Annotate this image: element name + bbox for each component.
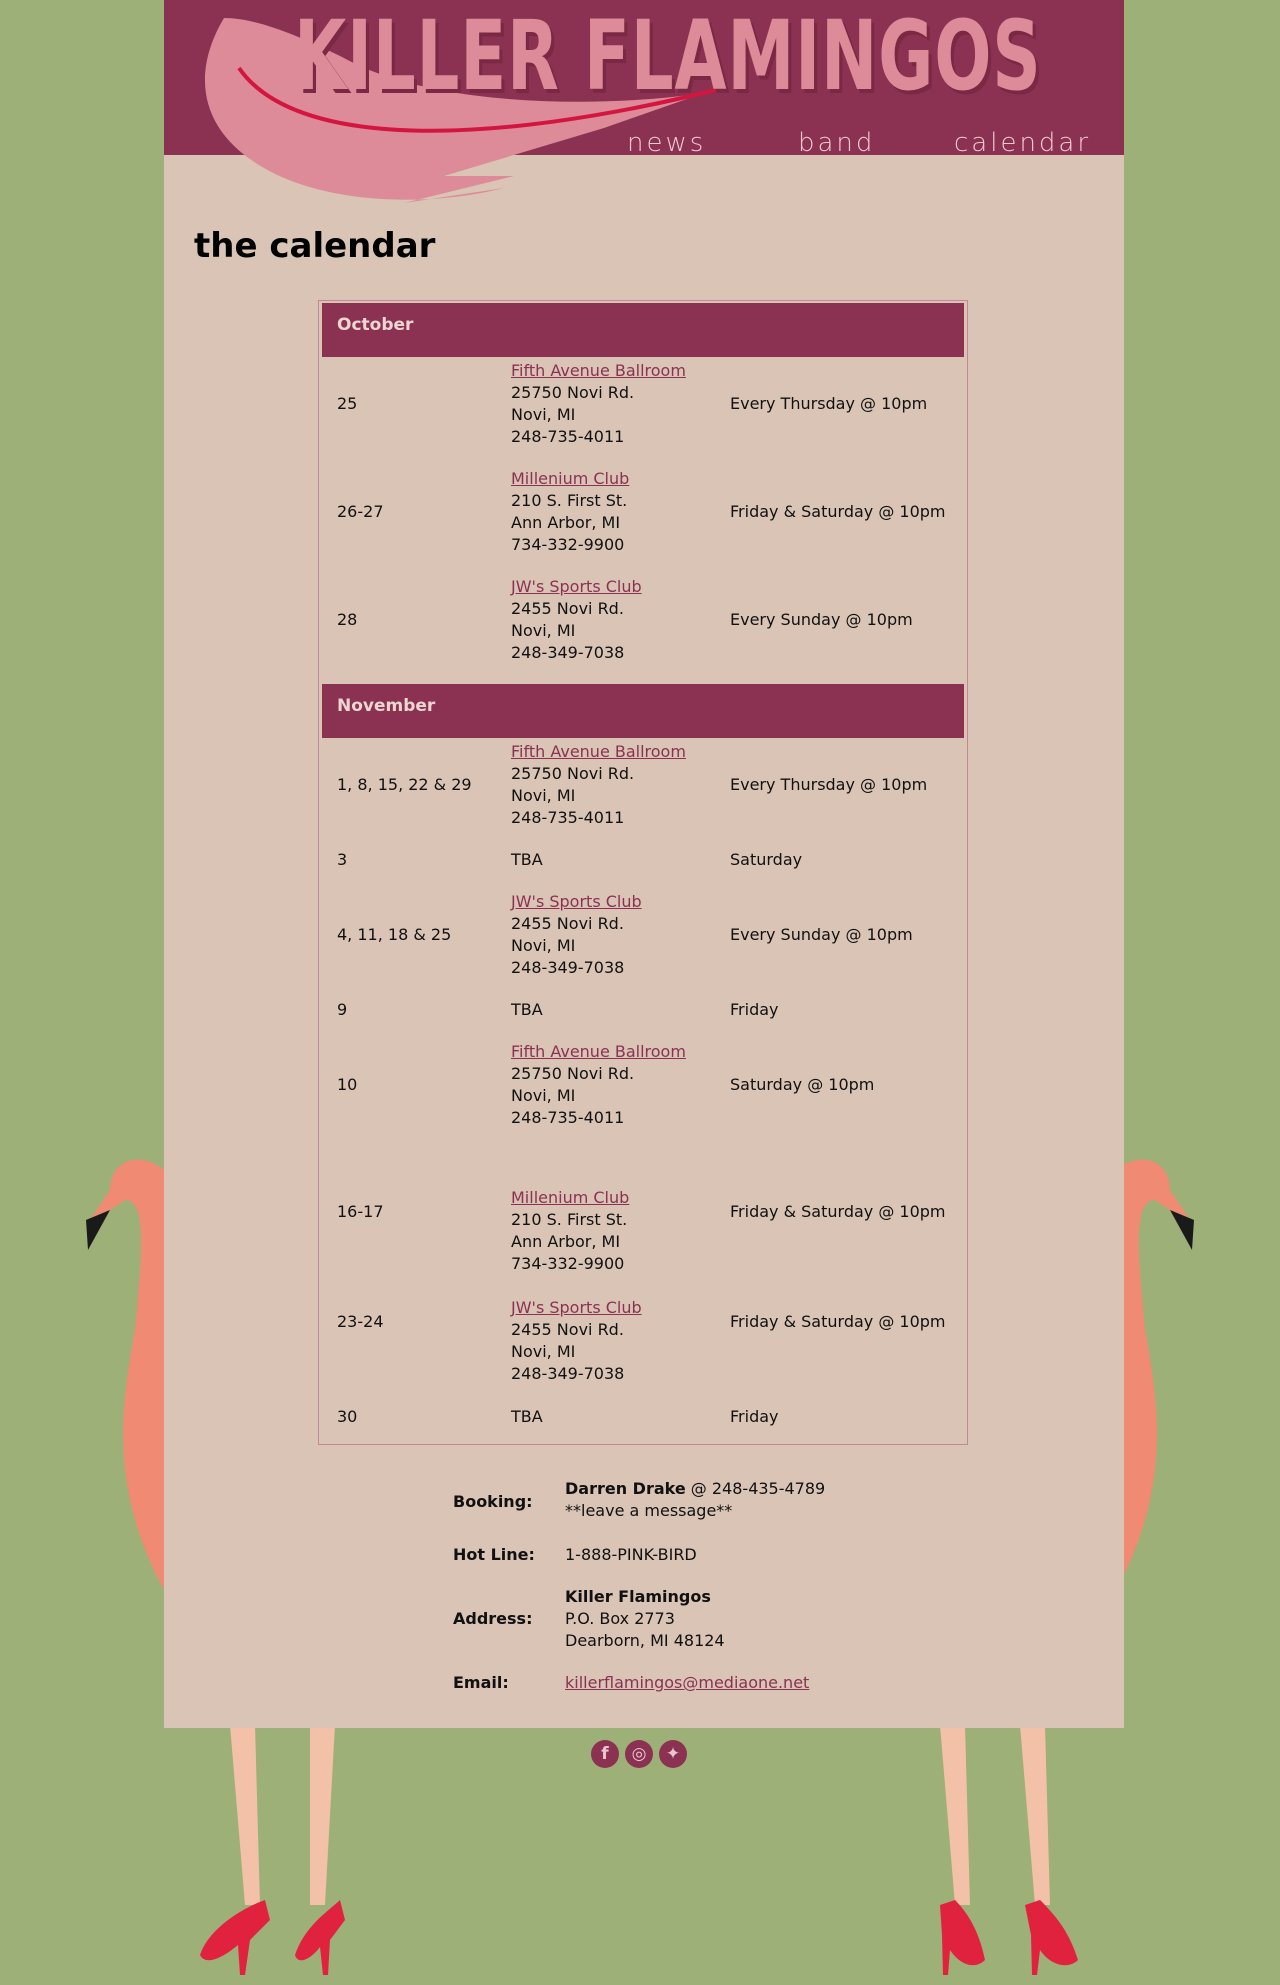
hotline-label: Hot Line: [453,1545,535,1564]
site-header [164,0,1124,155]
event-venue-block [511,741,686,829]
venue-address-line: Novi, MI [511,786,576,805]
venue-phone: 734-332-9900 [511,1254,625,1273]
venue-link[interactable]: Fifth Avenue Ballroom [511,361,686,380]
venue-phone: 248-349-7038 [511,643,625,662]
venue-address-line: Novi, MI [511,936,576,955]
venue-address-line: Novi, MI [511,1086,576,1105]
address-label: Address: [453,1609,533,1628]
event-time: Friday [730,1000,779,1019]
booking-label: Booking: [453,1492,533,1511]
nav-news[interactable]: news [627,130,707,156]
venue-address-line: Ann Arbor, MI [511,513,621,532]
event-venue-block [511,891,642,979]
event-time: Every Sunday @ 10pm [730,925,913,944]
event-time: Friday & Saturday @ 10pm [730,1312,946,1331]
event-venue-tba: TBA [511,1000,543,1019]
venue-address-line: Ann Arbor, MI [511,1232,621,1251]
venue-phone: 248-349-7038 [511,1364,625,1383]
venue-address-line: 25750 Novi Rd. [511,764,635,783]
venue-address-line: 2455 Novi Rd. [511,914,624,933]
address-name: Killer Flamingos [565,1587,711,1606]
event-time: Saturday @ 10pm [730,1075,875,1094]
content-panel [164,0,1124,1728]
address-line: Dearborn, MI 48124 [565,1631,725,1650]
month-header-october: October [322,303,964,357]
venue-address-line: 2455 Novi Rd. [511,599,624,618]
event-date: 23-24 [337,1312,384,1331]
booking-value [565,1478,825,1522]
venue-address-line: 25750 Novi Rd. [511,383,635,402]
venue-address-line: 210 S. First St. [511,491,628,510]
booking-note: **leave a message** [565,1501,733,1520]
venue-address-line: 2455 Novi Rd. [511,1320,624,1339]
event-venue-block [511,1297,642,1385]
legs-left-illustration [190,1725,380,1975]
twitter-icon[interactable]: ✦ [659,1740,687,1768]
facebook-icon[interactable]: f [591,1740,619,1768]
venue-link[interactable]: Fifth Avenue Ballroom [511,742,686,761]
event-venue-tba: TBA [511,1407,543,1426]
venue-link[interactable]: Millenium Club [511,1188,630,1207]
event-time: Every Sunday @ 10pm [730,610,913,629]
event-time: Every Thursday @ 10pm [730,394,928,413]
venue-link[interactable]: JW's Sports Club [511,577,642,596]
event-date: 26-27 [337,502,384,521]
event-date: 25 [337,394,358,413]
event-date: 10 [337,1075,358,1094]
email-link[interactable]: killerflamingos@mediaone.net [565,1673,810,1692]
event-time: Friday & Saturday @ 10pm [730,502,946,521]
calendar-table [318,300,968,1445]
event-time: Friday & Saturday @ 10pm [730,1202,946,1221]
month-header-november: November [322,684,964,738]
venue-phone: 248-735-4011 [511,427,625,446]
venue-phone: 248-349-7038 [511,958,625,977]
event-venue-block [511,576,642,664]
booking-name: Darren Drake [565,1479,686,1498]
email-label: Email: [453,1673,509,1692]
event-venue-block [511,468,629,556]
venue-link[interactable]: JW's Sports Club [511,892,642,911]
event-venue-block [511,1187,629,1275]
venue-link[interactable]: Millenium Club [511,469,630,488]
event-time: Friday [730,1407,779,1426]
event-date: 9 [337,1000,348,1019]
event-venue-block [511,1041,686,1129]
legs-right-illustration [900,1725,1090,1975]
flamingo-left-illustration [80,1150,170,1590]
venue-address-line: Novi, MI [511,1342,576,1361]
event-date: 4, 11, 18 & 25 [337,925,452,944]
venue-address-line: 25750 Novi Rd. [511,1064,635,1083]
event-date: 28 [337,610,358,629]
contact-info [453,1478,953,1708]
booking-phone: @ 248-435-4789 [685,1479,826,1498]
hotline-value: 1-888-PINK-BIRD [565,1545,697,1564]
event-venue-tba: TBA [511,850,543,869]
venue-link[interactable]: Fifth Avenue Ballroom [511,1042,686,1061]
instagram-icon[interactable]: ◎ [625,1740,653,1768]
venue-phone: 734-332-9900 [511,535,625,554]
page-title: the calendar [194,226,436,266]
venue-phone: 248-735-4011 [511,1108,625,1127]
event-venue-block [511,360,686,448]
address-value [565,1586,725,1652]
venue-address-line: Novi, MI [511,405,576,424]
venue-link[interactable]: JW's Sports Club [511,1298,642,1317]
event-time: Saturday [730,850,803,869]
event-time: Every Thursday @ 10pm [730,775,928,794]
venue-address-line: Novi, MI [511,621,576,640]
nav-calendar[interactable]: calendar [954,130,1092,156]
nav-band[interactable]: band [798,130,876,156]
event-date: 1, 8, 15, 22 & 29 [337,775,472,794]
address-line: P.O. Box 2773 [565,1609,675,1628]
event-date: 3 [337,850,348,869]
site-logo[interactable]: KILLER FLAMINGOS [294,0,1042,112]
event-date: 30 [337,1407,358,1426]
venue-address-line: 210 S. First St. [511,1210,628,1229]
venue-phone: 248-735-4011 [511,808,625,827]
event-date: 16-17 [337,1202,384,1221]
